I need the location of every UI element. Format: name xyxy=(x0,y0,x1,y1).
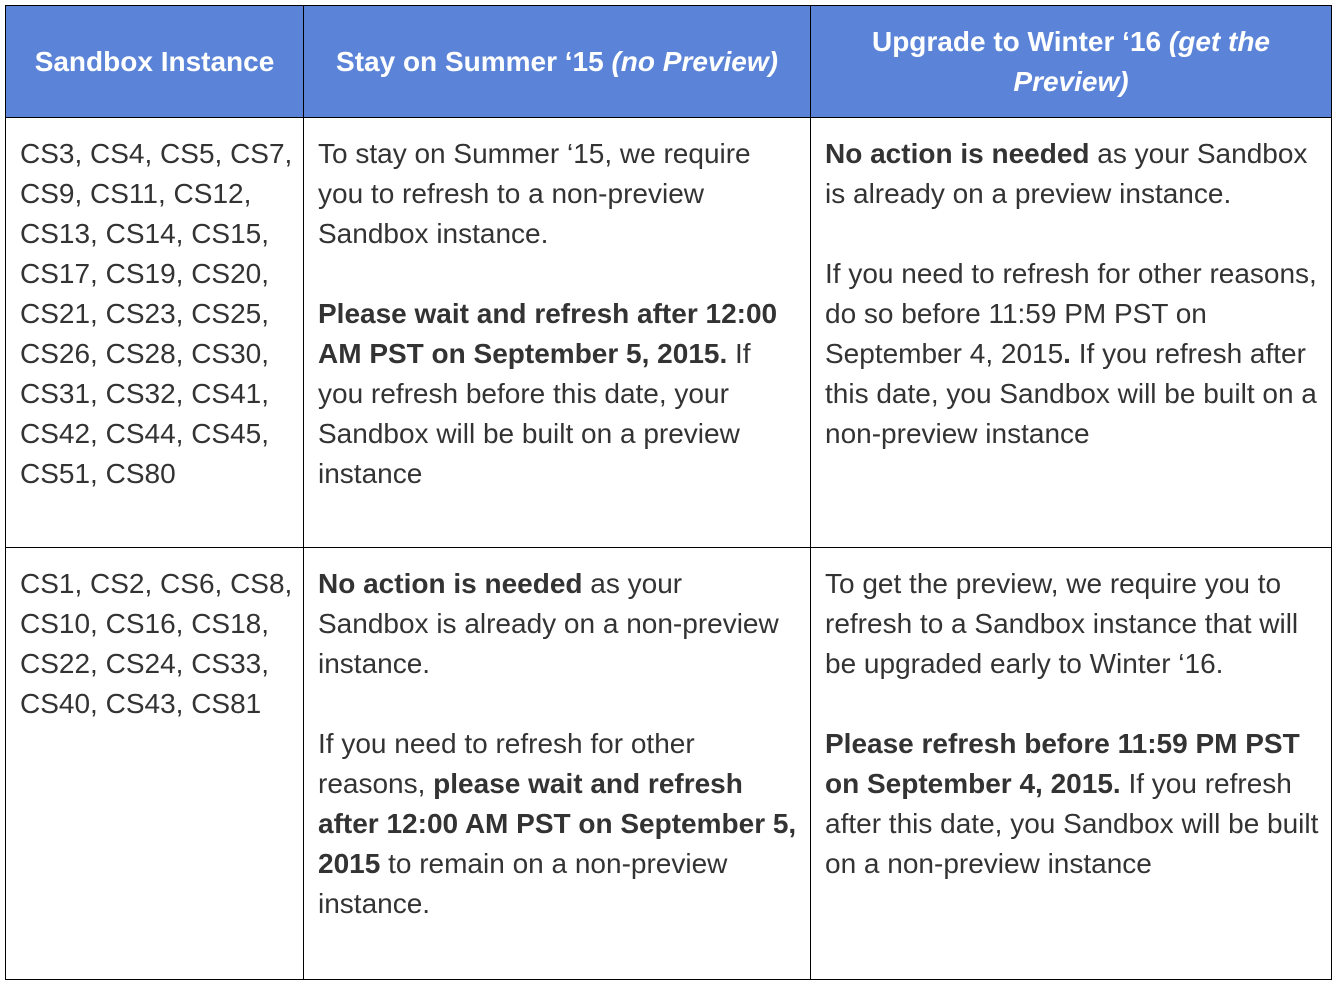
stay-summer-cell xyxy=(304,548,811,980)
stay-summer-outcome: to remain on a non-preview instance. xyxy=(318,848,728,919)
header-stay-summer xyxy=(304,6,811,118)
upgrade-winter-cell xyxy=(811,548,1332,980)
no-action-emphasis: No action is needed xyxy=(825,138,1090,169)
header-upgrade-winter xyxy=(811,6,1332,118)
header-upgrade-winter-note: (get the Preview) xyxy=(1013,25,1270,97)
header-stay-summer-note: (no Preview) xyxy=(611,45,778,77)
upgrade-winter-warning: If you refresh after this date, you Sandbox will be built on a non-preview instance xyxy=(825,338,1317,449)
upgrade-winter-reason: as your Sandbox is already on a preview instance. xyxy=(825,138,1308,209)
instance-list-cell xyxy=(6,548,304,980)
upgrade-winter-paragraph-2 xyxy=(825,254,1321,454)
table-row xyxy=(6,118,1332,548)
stay-summer-paragraph-2 xyxy=(318,294,800,494)
header-sandbox-instance-label: Sandbox Instance xyxy=(34,45,275,77)
upgrade-winter-deadline: Please refresh before 11:59 PM PST on September 4, 2015. xyxy=(825,728,1300,799)
stay-summer-intro: If you need to refresh for other reasons, xyxy=(318,728,695,799)
instance-list-cell xyxy=(6,118,304,548)
upgrade-winter-paragraph-1 xyxy=(825,134,1321,214)
stay-summer-paragraph-2 xyxy=(318,724,800,924)
upgrade-winter-cell xyxy=(811,118,1332,548)
stay-summer-cell xyxy=(304,118,811,548)
upgrade-winter-paragraph-2 xyxy=(825,724,1321,884)
upgrade-winter-deadline: If you need to refresh for other reasons, do so before 11:59 PM PST on September 4, 2015 xyxy=(825,258,1317,369)
deadline-period: . xyxy=(1063,338,1071,369)
no-action-emphasis: No action is needed xyxy=(318,568,583,599)
instance-list: CS3, CS4, CS5, CS7, CS9, CS11, CS12, CS13, CS14, CS15, CS17, CS19, CS20, CS21, CS23, CS25, CS26, CS28, CS30, CS31, CS32, CS41, CS42, CS44, CS45, CS51, CS80 xyxy=(20,138,293,489)
upgrade-winter-paragraph-1: To get the preview, we require you to refresh to a Sandbox instance that will be upgraded early to Winter ‘16. xyxy=(825,568,1299,679)
header-row xyxy=(6,6,1332,118)
header-sandbox-instance xyxy=(6,6,304,118)
stay-summer-deadline: please wait and refresh after 12:00 AM PST on September 5, 2015 xyxy=(318,768,797,879)
stay-summer-paragraph-1 xyxy=(318,564,800,684)
stay-summer-deadline: Please wait and refresh after 12:00 AM PST on September 5, 2015. xyxy=(318,298,778,369)
table-row xyxy=(6,548,1332,980)
sandbox-upgrade-table xyxy=(5,5,1332,980)
stay-summer-paragraph-1: To stay on Summer ‘15, we require you to refresh to a non-preview Sandbox instance. xyxy=(318,138,751,249)
stay-summer-warning: If you refresh before this date, your Sandbox will be built on a preview instance xyxy=(318,338,751,489)
instance-list: CS1, CS2, CS6, CS8, CS10, CS16, CS18, CS22, CS24, CS33, CS40, CS43, CS81 xyxy=(20,568,293,719)
header-stay-summer-label: Stay on Summer ‘15 xyxy=(336,45,612,77)
stay-summer-reason: as your Sandbox is already on a non-preview instance. xyxy=(318,568,779,679)
upgrade-winter-warning: If you refresh after this date, you Sandbox will be built on a non-preview instance xyxy=(825,768,1319,879)
header-upgrade-winter-label: Upgrade to Winter ‘16 xyxy=(871,25,1169,57)
